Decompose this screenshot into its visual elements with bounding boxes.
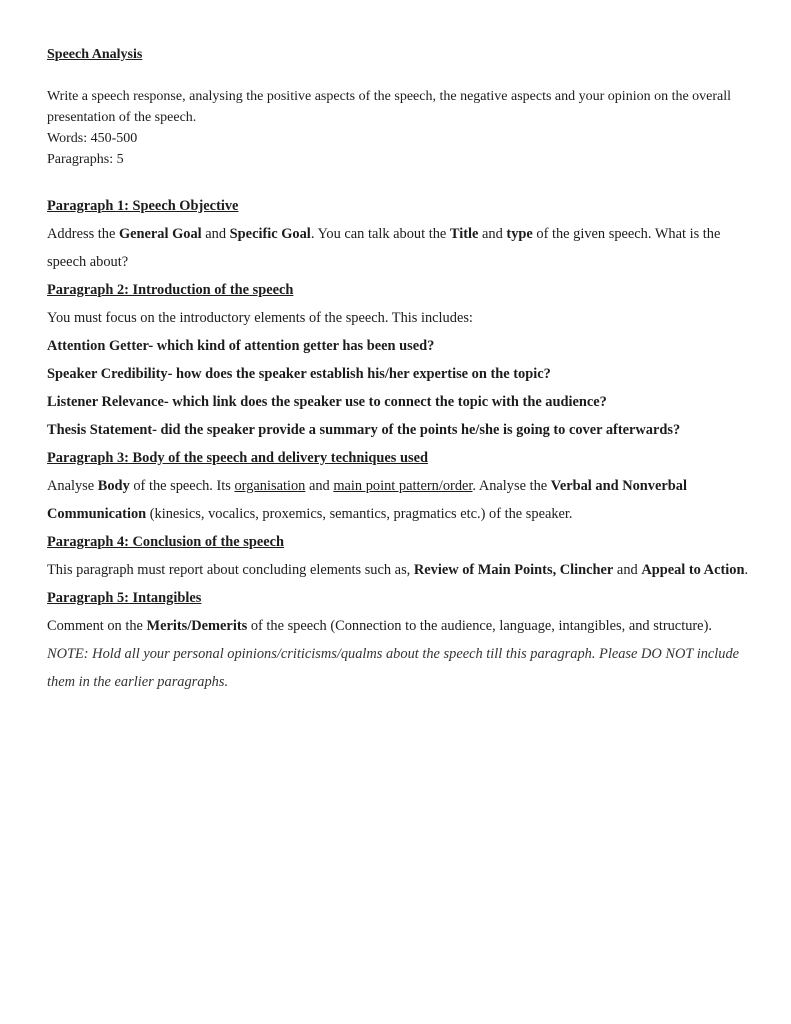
intro-instruction: Write a speech response, analysing the positive aspects of the speech, the negative aspects and your opinion on the overall presentation of the speech. (47, 89, 732, 125)
note: NOTE: Hold all your personal opinions/criticisms/qualms about the speech till this paragraph. Please DO NOT include them in the earlier paragraphs. (47, 646, 740, 690)
text: and (305, 478, 334, 494)
paragraph-5-heading: Paragraph 5: Intangibles (47, 590, 202, 606)
text: . Analyse the (472, 478, 551, 494)
item-text: Speaker Credibility- how does the speaker establish his/her expertise on the topic? (47, 366, 551, 382)
speaker-credibility-item (47, 360, 752, 388)
text: (kinesics, vocalics, proxemics, semantics, pragmatics etc.) of the speaker. (146, 506, 573, 522)
text: of the speech. Its (129, 478, 235, 494)
organisation-term: organisation (234, 478, 306, 494)
merits-term: Merits/Demerits (146, 618, 248, 634)
text: and (478, 226, 507, 242)
paragraph-1-body (47, 220, 752, 276)
communication-term: Verbal and Nonverbal Communication (47, 478, 687, 522)
attention-getter-item (47, 332, 752, 360)
sections (47, 192, 752, 696)
type-term: type (506, 226, 533, 242)
listener-relevance-item (47, 388, 752, 416)
appeal-term: Appeal to Action (641, 562, 745, 578)
item-text: Thesis Statement- did the speaker provide a summary of the points he/she is going to cover afterwards? (47, 422, 681, 438)
paragraph-5-body (47, 612, 752, 640)
paragraph-2-heading: Paragraph 2: Introduction of the speech (47, 282, 294, 298)
item-text: Listener Relevance- which link does the speaker use to connect the topic with the audience? (47, 394, 607, 410)
thesis-statement-item (47, 416, 752, 444)
general-goal: General Goal (118, 226, 202, 242)
text: and (201, 226, 230, 242)
word-count: Words: 450-500 (47, 131, 138, 146)
text: . (744, 562, 749, 578)
paragraph-count: Paragraphs: 5 (47, 152, 124, 167)
body-term: Body (97, 478, 130, 494)
text: . You can talk about the (310, 226, 450, 242)
paragraph-3-heading: Paragraph 3: Body of the speech and delivery techniques used (47, 450, 428, 466)
document-title: Speech Analysis (47, 47, 143, 62)
specific-goal: Specific Goal (229, 226, 311, 242)
paragraph-2-body: You must focus on the introductory elements of the speech. This includes: (47, 310, 473, 326)
text: Address the (47, 226, 119, 242)
paragraph-4-body (47, 556, 752, 584)
paragraph-1-heading: Paragraph 1: Speech Objective (47, 198, 239, 214)
text: and (613, 562, 642, 578)
text: of the speech (Connection to the audience, language, intangibles, and structure). (247, 618, 712, 634)
text: of the given speech. What is the speech about? (47, 226, 721, 270)
review-clincher-term: Review of Main Points, Clincher (413, 562, 614, 578)
document-page (47, 44, 752, 696)
title-term: Title (449, 226, 479, 242)
main-point-pattern-term: main point pattern/order (333, 478, 473, 494)
text: Analyse (47, 478, 98, 494)
paragraph-3-body (47, 472, 752, 528)
item-text: Attention Getter- which kind of attention getter has been used? (47, 338, 435, 354)
paragraph-4-heading: Paragraph 4: Conclusion of the speech (47, 534, 285, 550)
intro-block (47, 86, 752, 170)
text: Comment on the (47, 618, 147, 634)
text: This paragraph must report about concluding elements such as, (47, 562, 414, 578)
